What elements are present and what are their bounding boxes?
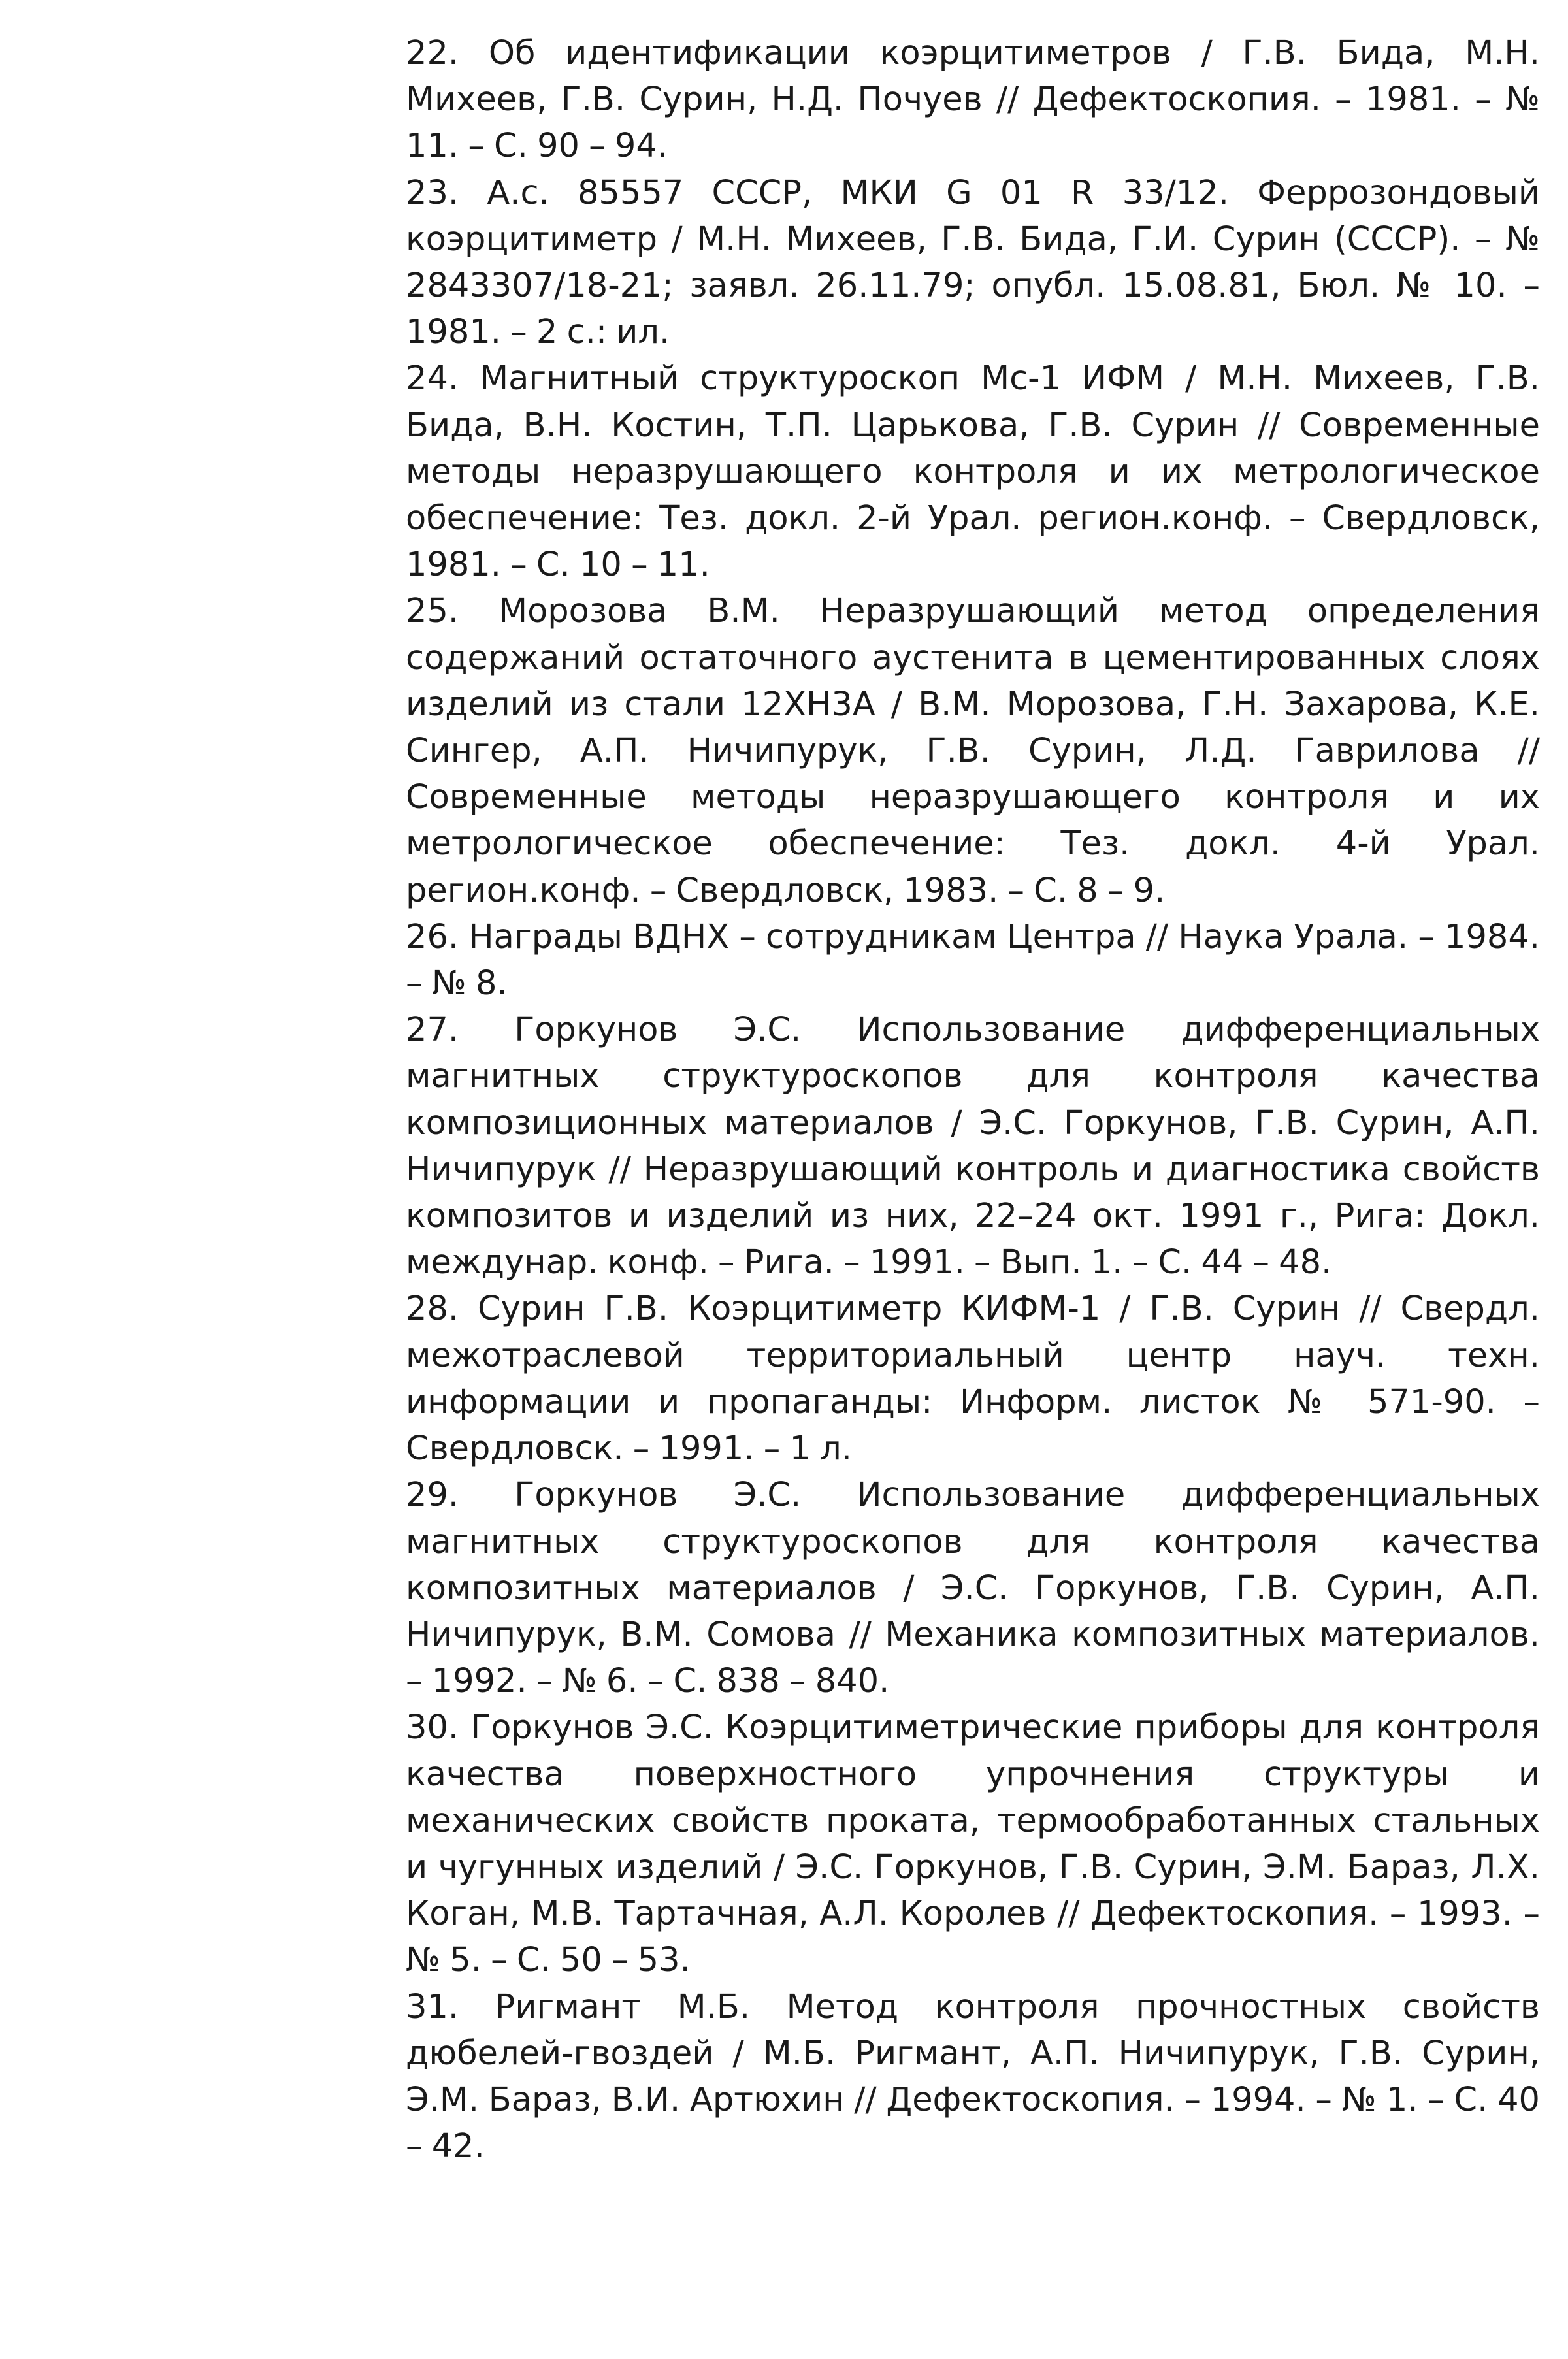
reference-text: Морозова В.М. Неразрушающий метод определения содержаний остаточного аустенита в цементированных слоях изделий из стали 12ХН3А / В.М. Морозова, Г.Н. Захарова, К.Е. Сингер, А.П. Ничипурук, Г.В. Сурин, Л.Д. Гаврилова // Современные методы неразрушающего контроля и их метрологическое обеспечение: Тез. докл. 4-й Урал. регион.конф. – Свердловск, 1983. – С. 8 – 9. xyxy=(406,592,1540,910)
reference-text: Награды ВДНХ – сотрудникам Центра // Наука Урала. – 1984. – № 8. xyxy=(406,917,1540,1003)
reference-item xyxy=(406,588,1540,913)
reference-list xyxy=(406,30,1540,2170)
reference-item xyxy=(406,1984,1540,2170)
reference-text: А.с. 85557 СССР, МКИ G 01 R 33/12. Феррозондовый коэрцитиметр / М.Н. Михеев, Г.В. Бида, Г.И. Сурин (СССР). – № 2843307/18-21; заявл. 26.11.79; опубл. 15.08.81, Бюл. № 10. – 1981. – 2 с.: ил. xyxy=(406,173,1540,352)
reference-number: 22. xyxy=(406,34,459,73)
reference-item xyxy=(406,30,1540,170)
reference-number: 27. xyxy=(406,1011,459,1050)
reference-item xyxy=(406,1286,1540,1472)
reference-text: Ригмант М.Б. Метод контроля прочностных свойств дюбелей-гвоздей / М.Б. Ригмант, А.П. Ничипурук, Г.В. Сурин, Э.М. Бараз, В.И. Артюхин // Дефектоскопия. – 1994. – № 1. – С. 40 – 42. xyxy=(406,1987,1540,2166)
reference-number: 28. xyxy=(406,1290,459,1329)
reference-text: Об идентификации коэрцитиметров / Г.В. Бида, М.Н. Михеев, Г.В. Сурин, Н.Д. Почуев // Дефектоскопия. – 1981. – № 11. – С. 90 – 94. xyxy=(406,34,1540,166)
reference-text: Горкунов Э.С. Использование дифференциальных магнитных структуроскопов для контроля качества композиционных материалов / Э.С. Горкунов, Г.В. Сурин, А.П. Ничипурук // Неразрушающий контроль и диагностика свойств композитов и изделий из них, 22–24 окт. 1991 г., Рига: Докл. междунар. конф. – Рига. – 1991. – Вып. 1. – С. 44 – 48. xyxy=(406,1011,1540,1282)
reference-item xyxy=(406,1472,1540,1704)
reference-text: Магнитный структуроскоп Мс-1 ИФМ / М.Н. Михеев, Г.В. Бида, В.Н. Костин, Т.П. Царькова, Г.В. Сурин // Современные методы неразрушающего контроля и их метрологическое обеспечение: Тез. докл. 2-й Урал. регион.конф. – Свердловск, 1981. – С. 10 – 11. xyxy=(406,359,1540,585)
reference-number: 23. xyxy=(406,173,459,212)
reference-number: 25. xyxy=(406,592,459,631)
reference-item xyxy=(406,355,1540,588)
reference-item xyxy=(406,914,1540,1007)
reference-number: 26. xyxy=(406,917,459,956)
reference-text: Горкунов Э.С. Коэрцитиметрические приборы для контроля качества поверхностного упрочнения структуры и механических свойств проката, термообработанных стальных и чугунных изделий / Э.С. Горкунов, Г.В. Сурин, Э.М. Бараз, Л.Х. Коган, М.В. Тартачная, А.Л. Королев // Дефектоскопия. – 1993. – № 5. – С. 50 – 53. xyxy=(406,1708,1541,1980)
reference-number: 31. xyxy=(406,1987,459,2026)
reference-item xyxy=(406,1704,1540,1983)
reference-text: Сурин Г.В. Коэрцитиметр КИФМ-1 / Г.В. Сурин // Свердл. межотраслевой территориальный центр науч. техн. информации и пропаганды: Информ. листок № 571-90. – Свердловск. – 1991. – 1 л. xyxy=(406,1290,1540,1469)
reference-item xyxy=(406,170,1540,356)
reference-number: 29. xyxy=(406,1476,459,1515)
reference-item xyxy=(406,1007,1540,1286)
reference-number: 24. xyxy=(406,359,459,399)
reference-text: Горкунов Э.С. Использование дифференциальных магнитных структуроскопов для контроля качества композитных материалов / Э.С. Горкунов, Г.В. Сурин, А.П. Ничипурук, В.М. Сомова // Механика композитных материалов. – 1992. – № 6. – С. 838 – 840. xyxy=(406,1476,1540,1701)
reference-number: 30. xyxy=(406,1708,459,1748)
